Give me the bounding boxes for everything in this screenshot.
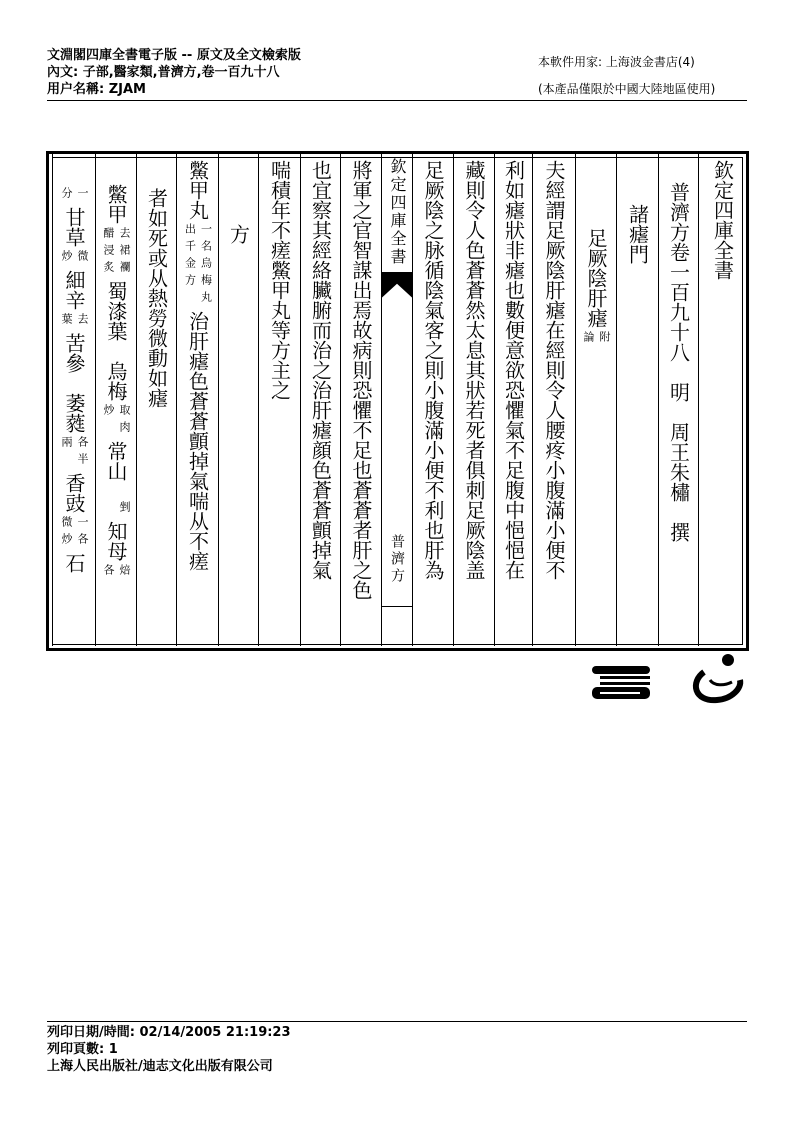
note-line-left: 醋浸炙 (102, 227, 115, 278)
publisher: 上海人民出版社/迪志文化出版有限公司 (47, 1059, 273, 1074)
note-line-left (100, 484, 116, 518)
note-line-left: 出千金方 (183, 223, 197, 291)
main-text: 足厥陰肝瘧 (584, 228, 608, 328)
main-text: 諸瘧門 (625, 204, 650, 264)
text-column (616, 154, 658, 646)
swirl-logo-icon (696, 654, 740, 700)
main-text: 喘積年不瘥鱉甲丸等方主之 (267, 160, 292, 400)
text-column (136, 154, 176, 646)
note-line-right: 各半 (76, 436, 89, 470)
main-text: 香豉 (62, 473, 86, 513)
note-line-right: 取肉 (118, 404, 131, 438)
main-text: 蜀漆葉 烏梅 (104, 281, 128, 401)
text-column (494, 154, 532, 646)
annotation-note (58, 187, 90, 204)
content-breadcrumb: 內文: 子部,醫家類,普濟方,卷一百九十八 (47, 65, 280, 80)
print-time: 列印日期/時間: 02/14/2005 21:19:23 (47, 1025, 291, 1040)
annotation-note (100, 227, 132, 278)
text-column (52, 154, 95, 646)
main-text: 常山 (104, 441, 128, 481)
main-text: 細辛 (62, 270, 86, 310)
main-text: 夫經謂足厥陰肝瘧在經則令人腰疼小腹滿小便不 (542, 160, 566, 580)
text-column (176, 154, 218, 646)
main-text: 石 (62, 553, 86, 573)
text-column (698, 154, 746, 646)
text-column (412, 154, 453, 646)
header-divider (47, 100, 747, 101)
main-text: 利如瘧狀非瘧也數便意欲恐懼氣不足腹中悒悒在 (501, 160, 526, 580)
annotation-note (58, 516, 90, 550)
main-text: 方 (226, 224, 251, 244)
note-line-left: 論 (582, 331, 595, 348)
footer (47, 1024, 291, 1075)
footer-divider (47, 1021, 747, 1022)
text-column (300, 154, 340, 646)
annotation-note (58, 436, 90, 470)
publisher-logo (592, 654, 747, 710)
annotation-note (580, 331, 612, 348)
note-line-left: 兩 (60, 436, 73, 453)
note-line-right: 一各 (76, 516, 89, 550)
text-column (453, 154, 494, 646)
center-volume-title: 普濟方 (389, 534, 405, 585)
note-line-right: 去 (76, 313, 89, 330)
note-line-left: 分 (60, 187, 73, 204)
text-column (218, 154, 258, 646)
note-line-right: 剉 (118, 484, 131, 518)
licensee: 本軟件用家: 上海波金書店(4) (538, 55, 695, 69)
print-pages: 列印頁數: 1 (47, 1042, 118, 1057)
text-column (575, 154, 616, 646)
books-logo-icon (592, 666, 650, 699)
main-text: 苦參 萎蕤 (62, 333, 86, 433)
main-text: 鱉甲 (104, 184, 128, 224)
fishtail-mark-icon (382, 272, 413, 298)
annotation-note (100, 484, 132, 518)
note-line-right: 焙 (118, 564, 131, 581)
note-line-right: 一 (76, 187, 89, 204)
center-book-title: 欽定四庫全書 (388, 158, 407, 266)
header-right (538, 49, 715, 103)
text-column (95, 154, 136, 646)
text-column (258, 154, 300, 646)
text-column (532, 154, 575, 646)
user-name: 用户名稱: ZJAM (47, 82, 146, 97)
main-text: 甘草 (62, 207, 86, 247)
app-title: 文淵閣四庫全書電子版 -- 原文及全文檢索版 (47, 48, 301, 63)
annotation-note (58, 250, 90, 267)
main-text: 者如死或从熱勞微動如瘧 (144, 188, 169, 408)
note-line-right: 附 (598, 331, 611, 348)
main-text: 藏則令人色蒼蒼然太息其狀若死者俱刺足厥陰盖 (462, 160, 486, 580)
note-line-left: 微炒 (60, 516, 73, 550)
main-text: 普濟方卷一百九十八 明 周王朱橚 撰 (666, 182, 691, 542)
note-line-right: 一名烏梅丸 (199, 223, 213, 308)
note-line-left: 葉 (60, 313, 73, 330)
annotation-note (100, 404, 132, 438)
usage-notice: (本產品僅限於中國大陸地區使用) (538, 82, 716, 96)
text-column (658, 154, 698, 646)
note-line-left: 炒 (102, 404, 115, 421)
note-line-left: 炒 (60, 250, 73, 267)
annotation-note (58, 313, 90, 330)
main-text: 將軍之官智謀出焉故病則恐懼不足也蒼蒼者肝之色 (349, 160, 373, 600)
note-line-right: 微 (76, 250, 89, 267)
header-left (47, 47, 301, 98)
main-text: 欽定四庫全書 (710, 160, 735, 280)
note-line-left: 各 (102, 564, 115, 581)
note-line-right: 去裙襴 (118, 227, 131, 278)
annotation-note (182, 223, 214, 308)
main-text: 也宜察其經絡臟腑而治之治肝瘧顔色蒼蒼顫掉氣 (308, 160, 333, 580)
annotation-note (100, 564, 132, 581)
main-text: 知母 (104, 521, 128, 561)
text-column (340, 154, 381, 646)
main-text: 治肝瘧色蒼蒼顫掉氣喘从不瘥 (185, 311, 210, 571)
center-margin-column (381, 154, 412, 646)
main-text: 鱉甲丸 (185, 160, 210, 220)
main-text: 足厥陰之脉循陰氣客之則小腹滿小便不利也肝為 (421, 160, 445, 580)
